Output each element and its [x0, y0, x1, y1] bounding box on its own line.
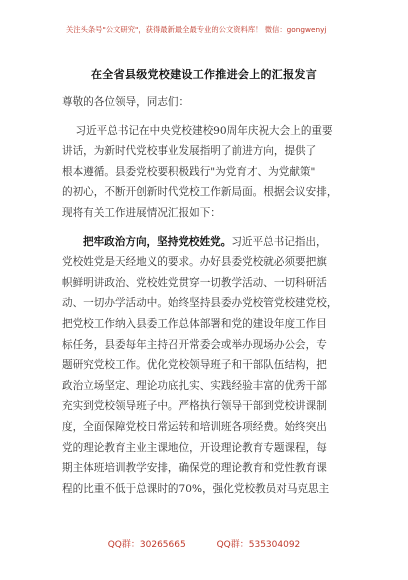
header-banner: 关注头条号"公文研究"，获得最新最全最专业的公文资料库！ 微信：gongwenyj: [66, 25, 327, 34]
document-body: [62, 92, 354, 499]
paragraph-first-line: [62, 232, 354, 253]
paragraph-line: 根本遵循。县委党校要积极践行"为党育才、为党献策": [62, 165, 316, 178]
qq-group-1: QQ群：30265665: [107, 540, 186, 550]
paragraph-line: 党校姓党是天经地义的要求。办好县委党校就必须要把旗: [62, 256, 327, 269]
document-title: 在全省县级党校建设工作推进会上的汇报发言: [91, 68, 317, 81]
paragraph-line: 把党校工作纳入县委工作总体部署和党的建设年度工作目: [62, 317, 327, 330]
paragraph-line: 期主体班培训教学安排，确保党的理论教育和党性教育课: [62, 462, 327, 475]
paragraph-line: 动、一切办学活动中。始终坚持县委办党校管党校建党校，: [62, 297, 338, 310]
paragraph-line: 充实到党校领导班子中。严格执行领导干部到党校讲课制: [62, 400, 327, 413]
paragraph-line: 习近平总书记在中央党校建校90周年庆祝大会上的重要: [62, 124, 333, 137]
salutation: 尊敬的各位领导，同志们：: [62, 96, 190, 108]
footer: [0, 537, 408, 550]
paragraph-line: 的初心，不断开创新时代党校工作新局面。根据会议安排，: [62, 186, 338, 199]
paragraph-line: 度，全面保障党校日常运转和培训班各项经费。始终突出: [62, 420, 327, 433]
paragraph-line-rest: 习近平总书记指出，: [231, 235, 327, 248]
paragraph-line: 题研究党校工作。优化党校领导班子和干部队伍结构，把: [62, 359, 327, 372]
paragraph-line: 标任务，县委每年主持召开常委会或举办现场办公会，专: [62, 338, 327, 351]
paragraph-1: [62, 121, 354, 224]
section-heading: 把牢政治方向，坚持党校姓党。: [83, 235, 232, 248]
paragraph-line: 现将有关工作进展情况汇报如下：: [62, 206, 221, 219]
paragraph-line: 帜鲜明讲政治、党校姓党贯穿一切教学活动、一切科研活: [62, 276, 327, 289]
paragraph-line: 讲话，为新时代党校事业发展指明了前进方向，提供了: [62, 145, 317, 158]
paragraph-2: [62, 232, 354, 500]
qq-group-2: QQ群：535304092: [216, 540, 301, 550]
paragraph-line: 党的理论教育主业主课地位，开设理论教育专题课程，每: [62, 441, 327, 454]
paragraph-line: 政治立场坚定、理论功底扎实、实践经验丰富的优秀干部: [62, 379, 327, 392]
paragraph-line: 程的比重不低于总课时的70%，强化党校教员对马克思主: [62, 482, 330, 495]
